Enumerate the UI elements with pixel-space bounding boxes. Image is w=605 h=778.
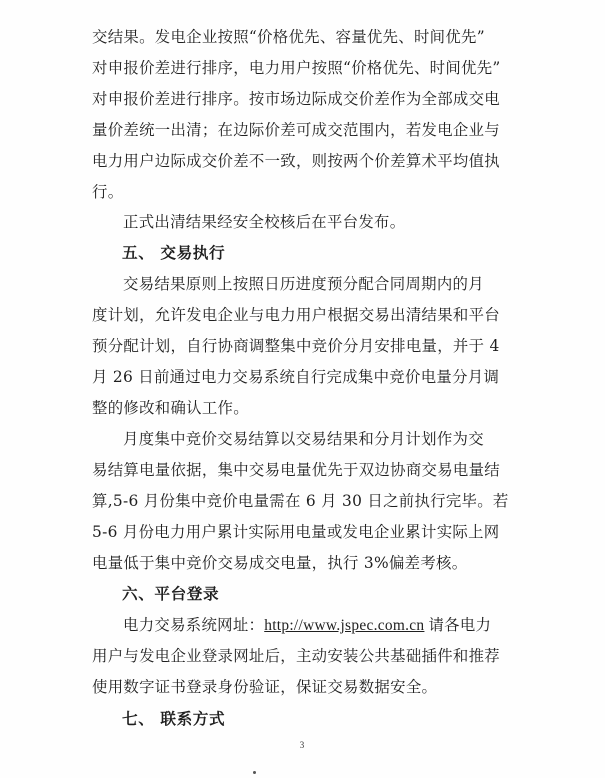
paragraph-line: 月 26 日前通过电力交易系统自行完成集中竞价电量分月调 bbox=[92, 368, 500, 386]
paragraph-line: 电量低于集中竞价交易成交电量，执行 3%偏差考核。 bbox=[92, 554, 468, 572]
paragraph-line: 月度集中竞价交易结算以交易结果和分月计划作为交 bbox=[123, 430, 484, 448]
paragraph-line: 量价差统一出清；在边际价差可成交范围内，若发电企业与 bbox=[92, 121, 500, 139]
section-heading-6: 六、平台登录 bbox=[122, 585, 220, 603]
platform-url-link[interactable]: http://www.jspec.com.cn bbox=[264, 617, 425, 634]
section-heading-5: 五、 交易执行 bbox=[122, 244, 226, 262]
paragraph-line: 对申报价差进行排序。按市场边际成交价差作为全部成交电 bbox=[92, 90, 500, 108]
paragraph-line: 正式出清结果经安全校核后在平台发布。 bbox=[123, 213, 406, 231]
scan-speck bbox=[253, 771, 256, 774]
page-number: 3 bbox=[299, 740, 305, 750]
paragraph-line: 对申报价差进行排序，电力用户按照“价格优先、时间优先” bbox=[92, 59, 501, 77]
paragraph-line: 5-6 月份电力用户累计实际用电量或发电企业累计实际上网 bbox=[92, 523, 500, 541]
platform-url-prefix: 电力交易系统网址： bbox=[123, 616, 265, 634]
paragraph-line: 电力用户边际成交价差不一致，则按两个价差算术平均值执 bbox=[92, 152, 500, 170]
platform-url-suffix: 请各电力 bbox=[428, 616, 492, 634]
paragraph-line: 用户与发电企业登录网址后，主动安装公共基础插件和推荐 bbox=[92, 647, 500, 665]
paragraph-line: 整的修改和确认工作。 bbox=[92, 399, 249, 417]
paragraph-line: 度计划，允许发电企业与电力用户根据交易出清结果和平台 bbox=[92, 306, 500, 324]
section-heading-7: 七、 联系方式 bbox=[122, 710, 226, 728]
paragraph-line: 使用数字证书登录身份验证，保证交易数据安全。 bbox=[92, 678, 438, 696]
platform-url-line bbox=[0, 610, 605, 640]
paragraph-line: 算,5-6 月份集中竞价电量需在 6 月 30 日之前执行完毕。若 bbox=[92, 492, 509, 510]
paragraph-line: 交结果。发电企业按照“价格优先、容量优先、时间优先” bbox=[92, 28, 485, 46]
paragraph-line: 交易结果原则上按照日历进度预分配合同周期内的月 bbox=[123, 275, 484, 293]
paragraph-line: 易结算电量依据，集中交易电量优先于双边协商交易电量结 bbox=[92, 461, 500, 479]
paragraph-line: 预分配计划，自行协商调整集中竞价分月安排电量，并于 4 bbox=[92, 337, 500, 355]
paragraph-line: 行。 bbox=[92, 183, 124, 201]
